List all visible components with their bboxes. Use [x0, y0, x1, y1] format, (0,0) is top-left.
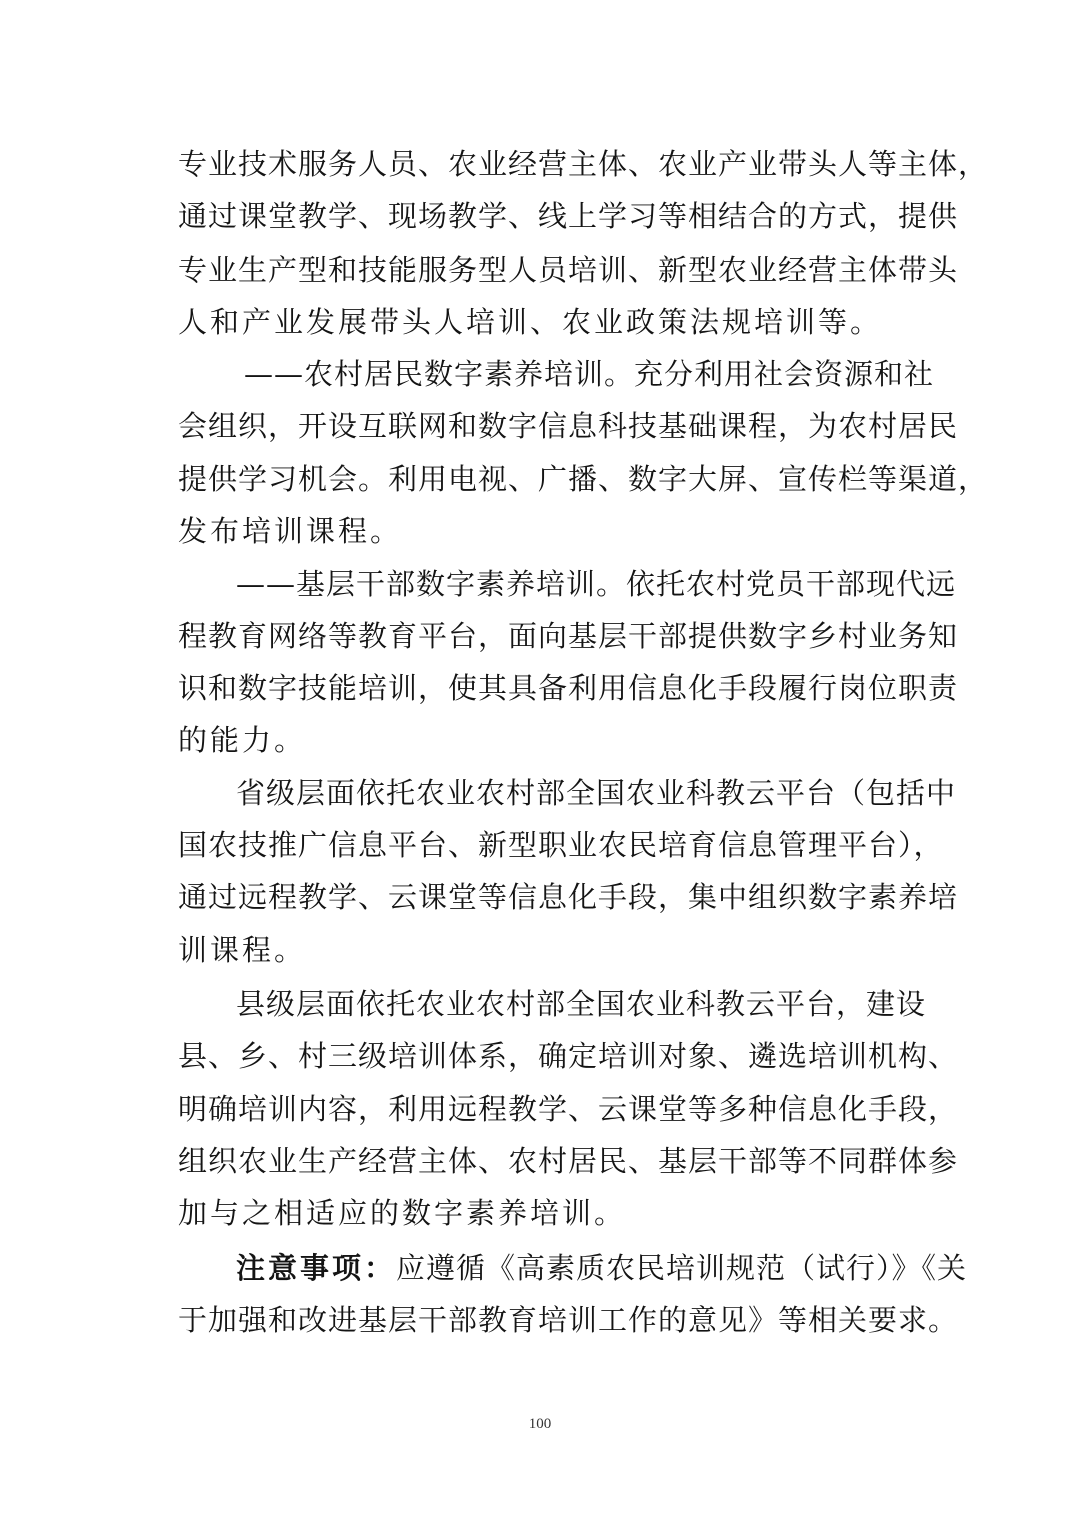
page-number: 100 — [528, 1416, 552, 1432]
paragraph-line: 的能力。 — [178, 723, 307, 757]
paragraph-line: 组织农业生产经营主体、农村居民、基层干部等不同群体参 — [178, 1144, 959, 1178]
paragraph-line: 会组织，开设互联网和数字信息科技基础课程，为农村居民 — [178, 409, 959, 443]
paragraph-line: 提供学习机会。利用电视、广播、数字大屏、宣传栏等渠道， — [178, 462, 989, 496]
note-continuation: 于加强和改进基层干部教育培训工作的意见》等相关要求。 — [178, 1303, 959, 1337]
paragraph-line: 加与之相适应的数字素养培训。 — [178, 1196, 627, 1230]
paragraph-line: 县级层面依托农业农村部全国农业科教云平台，建设 — [236, 987, 927, 1021]
paragraph-line: 国农技推广信息平台、新型职业农民培育信息管理平台）， — [178, 828, 944, 862]
paragraph-line: 发布培训课程。 — [178, 514, 403, 548]
paragraph-line: 识和数字技能培训，使其具备利用信息化手段履行岗位职责 — [178, 671, 959, 705]
paragraph-line: 县、乡、村三级培训体系，确定培训对象、遴选培训机构、 — [178, 1039, 959, 1073]
paragraph-line: 明确培训内容，利用远程教学、云课堂等多种信息化手段， — [178, 1092, 959, 1126]
note-text: 应遵循《高素质农民培训规范（试行）》《关 — [396, 1251, 968, 1285]
paragraph-line: ——农村居民数字素养培训。充分利用社会资源和社 — [244, 357, 935, 391]
paragraph-line: 专业生产型和技能服务型人员培训、新型农业经营主体带头 — [178, 253, 959, 287]
paragraph-line: 程教育网络等教育平台，面向基层干部提供数字乡村业务知 — [178, 619, 959, 653]
paragraph-line: 人和产业发展带头人培训、农业政策法规培训等。 — [178, 305, 883, 339]
note-line — [236, 1248, 968, 1288]
paragraph-line: 通过课堂教学、现场教学、线上学习等相结合的方式，提供 — [178, 199, 959, 233]
paragraph-line: 专业技术服务人员、农业经营主体、农业产业带头人等主体， — [178, 147, 989, 181]
paragraph-line: 训课程。 — [178, 933, 307, 967]
paragraph-line: 通过远程教学、云课堂等信息化手段，集中组织数字素养培 — [178, 880, 959, 914]
paragraph-line: ——基层干部数字素养培训。依托农村党员干部现代远 — [236, 567, 957, 601]
paragraph-line: 省级层面依托农业农村部全国农业科教云平台（包括中 — [236, 776, 957, 810]
note-label: 注意事项： — [236, 1251, 397, 1285]
